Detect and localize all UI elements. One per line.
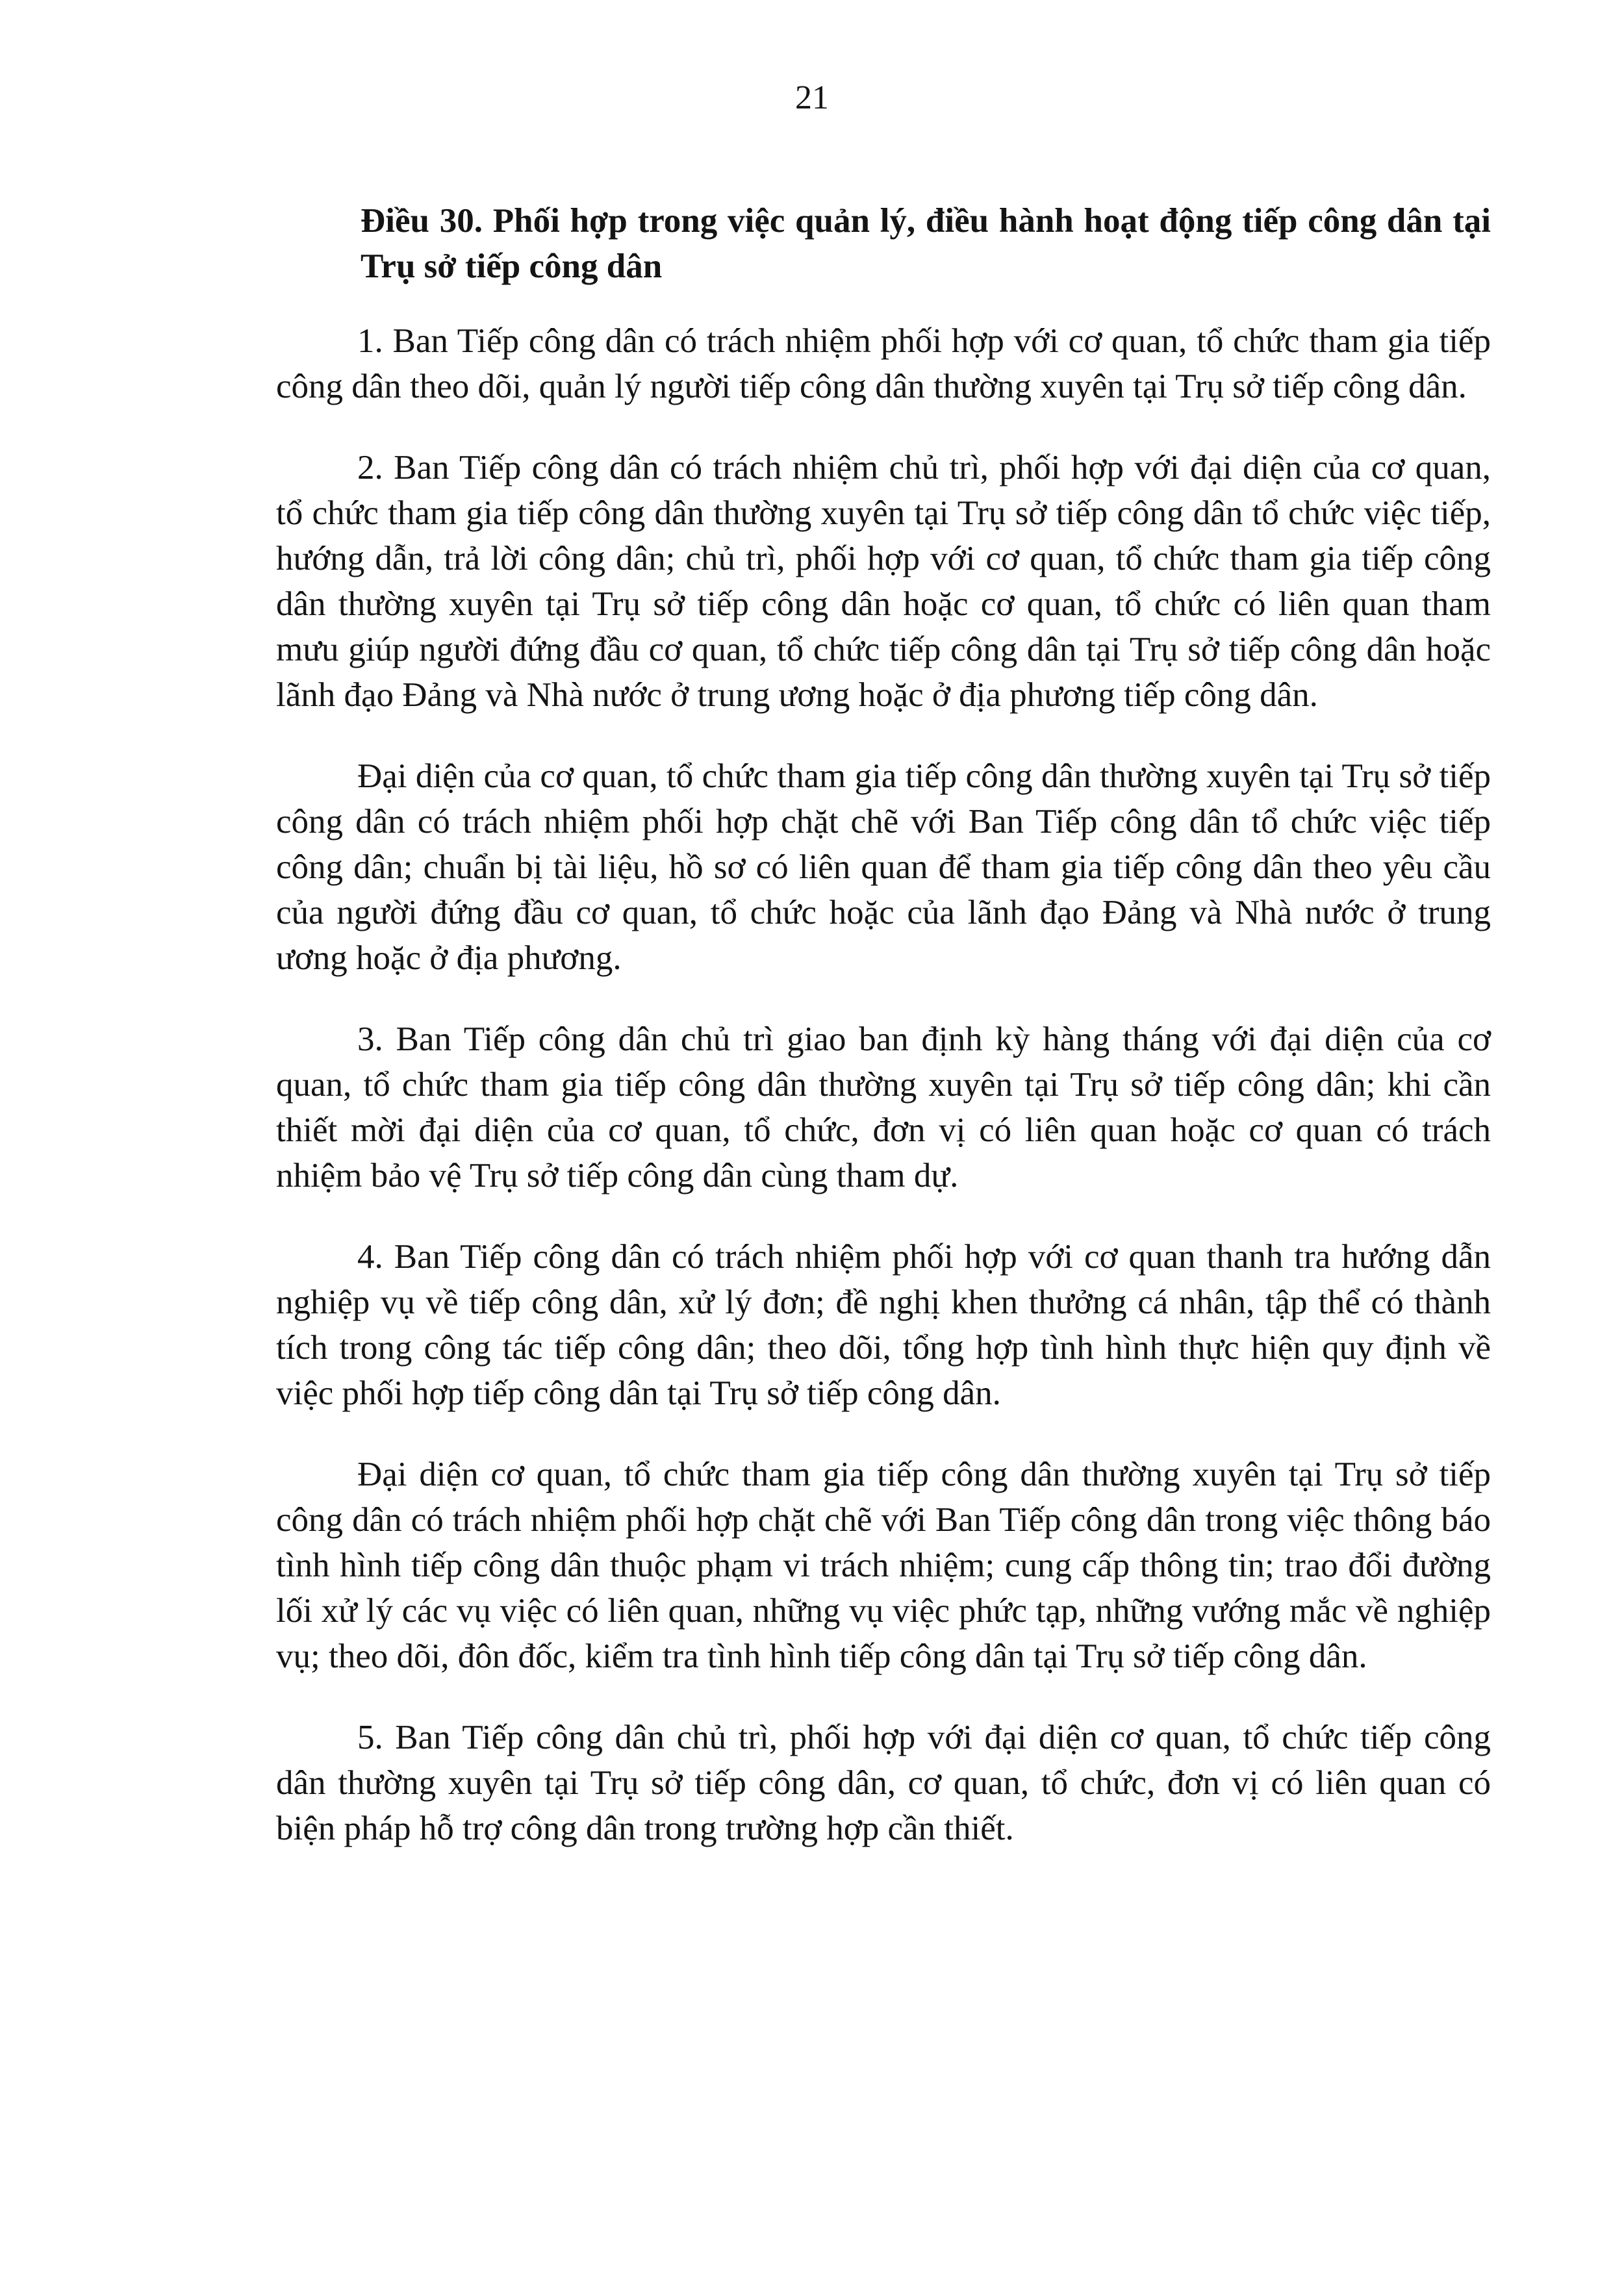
- paragraph-clause-3: 3. Ban Tiếp công dân chủ trì giao ban định kỳ hàng tháng với đại diện của cơ quan, tổ chức tham gia tiếp công dân thường xuyên tại Trụ sở tiếp công dân; khi cần thiết mời đại diện của cơ quan, tổ chức, đơn vị có liên quan hoặc cơ quan có trách nhiệm bảo vệ Trụ sở tiếp công dân cùng tham dự.: [276, 1020, 1491, 1194]
- paragraph-clause-4-representatives: Đại diện cơ quan, tổ chức tham gia tiếp công dân thường xuyên tại Trụ sở tiếp công dân có trách nhiệm phối hợp chặt chẽ với Ban Tiếp công dân trong việc thông báo tình hình tiếp công dân thuộc phạm vi trách nhiệm; cung cấp thông tin; trao đổi đường lối xử lý các vụ việc có liên quan, những vụ việc phức tạp, những vướng mắc về nghiệp vụ; theo dõi, đôn đốc, kiểm tra tình hình tiếp công dân tại Trụ sở tiếp công dân.: [276, 1456, 1491, 1675]
- paragraph-clause-2: 2. Ban Tiếp công dân có trách nhiệm chủ trì, phối hợp với đại diện của cơ quan, tổ chức tham gia tiếp công dân thường xuyên tại Trụ sở tiếp công dân tổ chức việc tiếp, hướng dẫn, trả lời công dân; chủ trì, phối hợp với cơ quan, tổ chức tham gia tiếp công dân thường xuyên tại Trụ sở tiếp công dân hoặc cơ quan, tổ chức có liên quan tham mưu giúp người đứng đầu cơ quan, tổ chức tiếp công dân tại Trụ sở tiếp công dân hoặc lãnh đạo Đảng và Nhà nước ở trung ương hoặc ở địa phương tiếp công dân.: [276, 449, 1491, 714]
- document-body: [276, 198, 1491, 1887]
- paragraph-clause-2-representatives: Đại diện của cơ quan, tổ chức tham gia tiếp công dân thường xuyên tại Trụ sở tiếp công dân có trách nhiệm phối hợp chặt chẽ với Ban Tiếp công dân tổ chức việc tiếp công dân; chuẩn bị tài liệu, hồ sơ có liên quan để tham gia tiếp công dân theo yêu cầu của người đứng đầu cơ quan, tổ chức hoặc của lãnh đạo Đảng và Nhà nước ở trung ương hoặc ở địa phương.: [276, 757, 1491, 977]
- paragraph-clause-4: 4. Ban Tiếp công dân có trách nhiệm phối hợp với cơ quan thanh tra hướng dẫn nghiệp vụ về tiếp công dân, xử lý đơn; đề nghị khen thưởng cá nhân, tập thể có thành tích trong công tác tiếp công dân; theo dõi, tổng hợp tình hình thực hiện quy định về việc phối hợp tiếp công dân tại Trụ sở tiếp công dân.: [276, 1238, 1491, 1412]
- paragraph-clause-1: 1. Ban Tiếp công dân có trách nhiệm phối hợp với cơ quan, tổ chức tham gia tiếp công dân theo dõi, quản lý người tiếp công dân thường xuyên tại Trụ sở tiếp công dân.: [276, 322, 1491, 405]
- paragraph-clause-5: 5. Ban Tiếp công dân chủ trì, phối hợp với đại diện cơ quan, tổ chức tiếp công dân thường xuyên tại Trụ sở tiếp công dân, cơ quan, tổ chức, đơn vị có liên quan có biện pháp hỗ trợ công dân trong trường hợp cần thiết.: [276, 1719, 1491, 1847]
- page-number: 21: [795, 79, 829, 116]
- article-heading: Điều 30. Phối hợp trong việc quản lý, điều hành hoạt động tiếp công dân tại Trụ sở tiếp công dân: [361, 202, 1491, 285]
